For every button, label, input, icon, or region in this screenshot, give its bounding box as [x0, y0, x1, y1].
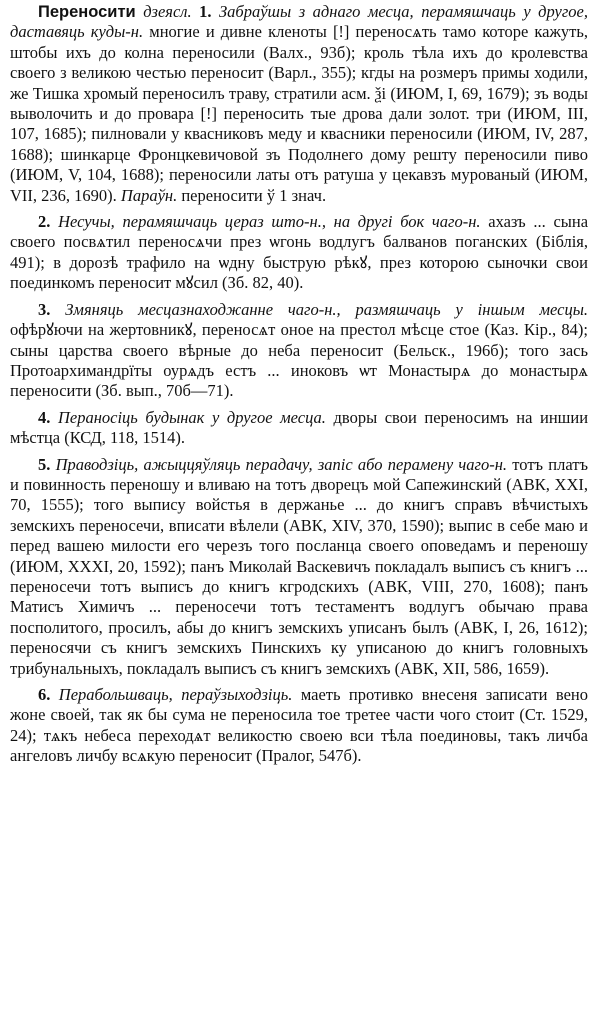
- sense-6: [10, 685, 588, 767]
- sense-citations: маеть противко внесеня записати вено жоне своей, так як бы сума не переносила тое третее части чого стоит (Ст. 1529, 24); тѧкъ небеса переходѧт великостю своею вси тѣла поединовы, такъ личба ангеловъ личбу всѧкую переносит (Пралог, 547б).: [10, 685, 588, 766]
- compare-text: переносити ў 1 знач.: [181, 185, 327, 205]
- sense-number: 4.: [38, 407, 51, 427]
- sense-number: 6.: [38, 685, 51, 704]
- sense-2: [10, 212, 588, 294]
- sense-number: 1.: [199, 2, 212, 21]
- sense-definition: Забраўшы з аднаго месца, перамяшчаць у другое, даставяць куды-н.: [10, 2, 588, 42]
- sense-number: 3.: [38, 299, 51, 319]
- sense-citations: дворы свои переносимъ на иншии мѣстца (КСД, 118, 1514).: [10, 407, 589, 448]
- sense-citations: многие и дивне кленоты [!] переносѧть тамо которе кажуть, штобы ихъ до колна переносили (Валх., 93б); кроль тѣла ихъ до кролевства своего з великою честью переносит (Варл., 355); кгды на розмеръ примы ходили, же Тишка хромый переносилъ траву, стратили асм. ѯі (ИЮМ, I, 69, 1679); зъ воды выволочить и до провара [!] переносить тые дрова дали золот. три (ИЮМ, III, 107, 1685); пилновали у квасниковъ меду и квасники переносили (ИЮМ, IV, 287, 1688); шинкарце Фронцкевичовой зъ Подолнего дому решту переносили пиво (ИЮМ, V, 104, 1688); переносили латы отъ ратуша у цекавзъ мурованый (ИЮМ, VII, 236, 1690).: [10, 22, 588, 205]
- sense-citations: тотъ платъ и повинность переношу и вливаю на тотъ дворецъ мой Сапежинский (АВК, XXI, 70, 1555); того выпису войстья в держанье ... до книгъ справъ вѣчистыхъ земскихъ переносечи, вписати вѣлели (АВК, XIV, 370, 1590); выпис в себе маю и перед вашею милости его черезъ того посланца своего оповедамъ и переношу (ИЮМ, XXXI, 20, 1592); панъ Миколай Васкевичъ покладалъ выписъ съ книгъ ... переносечи тотъ выписъ до книгъ кгродскихъ (АВК, VIII, 270, 1608); панъ Матисъ Химичъ ... переносечи тотъ тестаментъ водлугъ обычаю права посполитого, просилъ, абы до книгъ земскихъ уписанъ былъ (АВК, I, 26, 1612); переносячи съ книгъ земскихъ Пинскихъ ку уписаною до книгъ головныхъ трибунальныхъ, покладалъ выписъ съ книгъ земскихъ (АВК, XII, 586, 1659).: [10, 454, 589, 678]
- sense-definition: Змяняць месцазнаходжанне чаго-н., размяшчаць у іншым месцы.: [65, 299, 589, 319]
- grammar-label: дзеясл.: [143, 2, 192, 21]
- sense-5: [10, 455, 588, 679]
- sense-1: [10, 2, 588, 206]
- sense-number: 5.: [38, 454, 51, 474]
- compare-label: Параўн.: [120, 185, 178, 205]
- dictionary-entry: [10, 2, 588, 773]
- sense-definition: Праводзіць, ажыццяўляць перадачу, запіс або перамену чаго-н.: [55, 454, 508, 474]
- sense-definition: Пераносіць будынак у другое месца.: [57, 407, 326, 427]
- sense-definition: Перабольшваць, пераўзыходзіць.: [58, 685, 293, 704]
- sense-4: [10, 408, 588, 449]
- headword: Переносити: [38, 3, 136, 21]
- sense-number: 2.: [38, 212, 51, 232]
- sense-citations: ахазъ ... сына своего посвѧтил переносѧчи през ѡгонь водлугъ балванов поганских (Біблія, 491); в дорозѣ трафило на ѡдну быструю рѣкꙋ, през которою сыночки свои поединкомъ переносит мꙋсил (Зб. 82, 40).: [10, 212, 589, 293]
- sense-citations: офѣрꙋючи на жертовникꙋ, переносѧт оное на престол мѣсце стое (Каз. Кір., 84); сыны царства своего вѣрные до неба переносит (Бельск., 196б); того зась Протоархимандрїты оурѧдъ естъ ... иноковъ ѡт Монастырѧ до монастырѧ переносити (Зб. вып., 70б—71).: [10, 320, 588, 401]
- sense-3: [10, 300, 588, 402]
- sense-definition: Несучы, перамяшчаць цераз што-н., на другі бок чаго-н.: [58, 212, 481, 232]
